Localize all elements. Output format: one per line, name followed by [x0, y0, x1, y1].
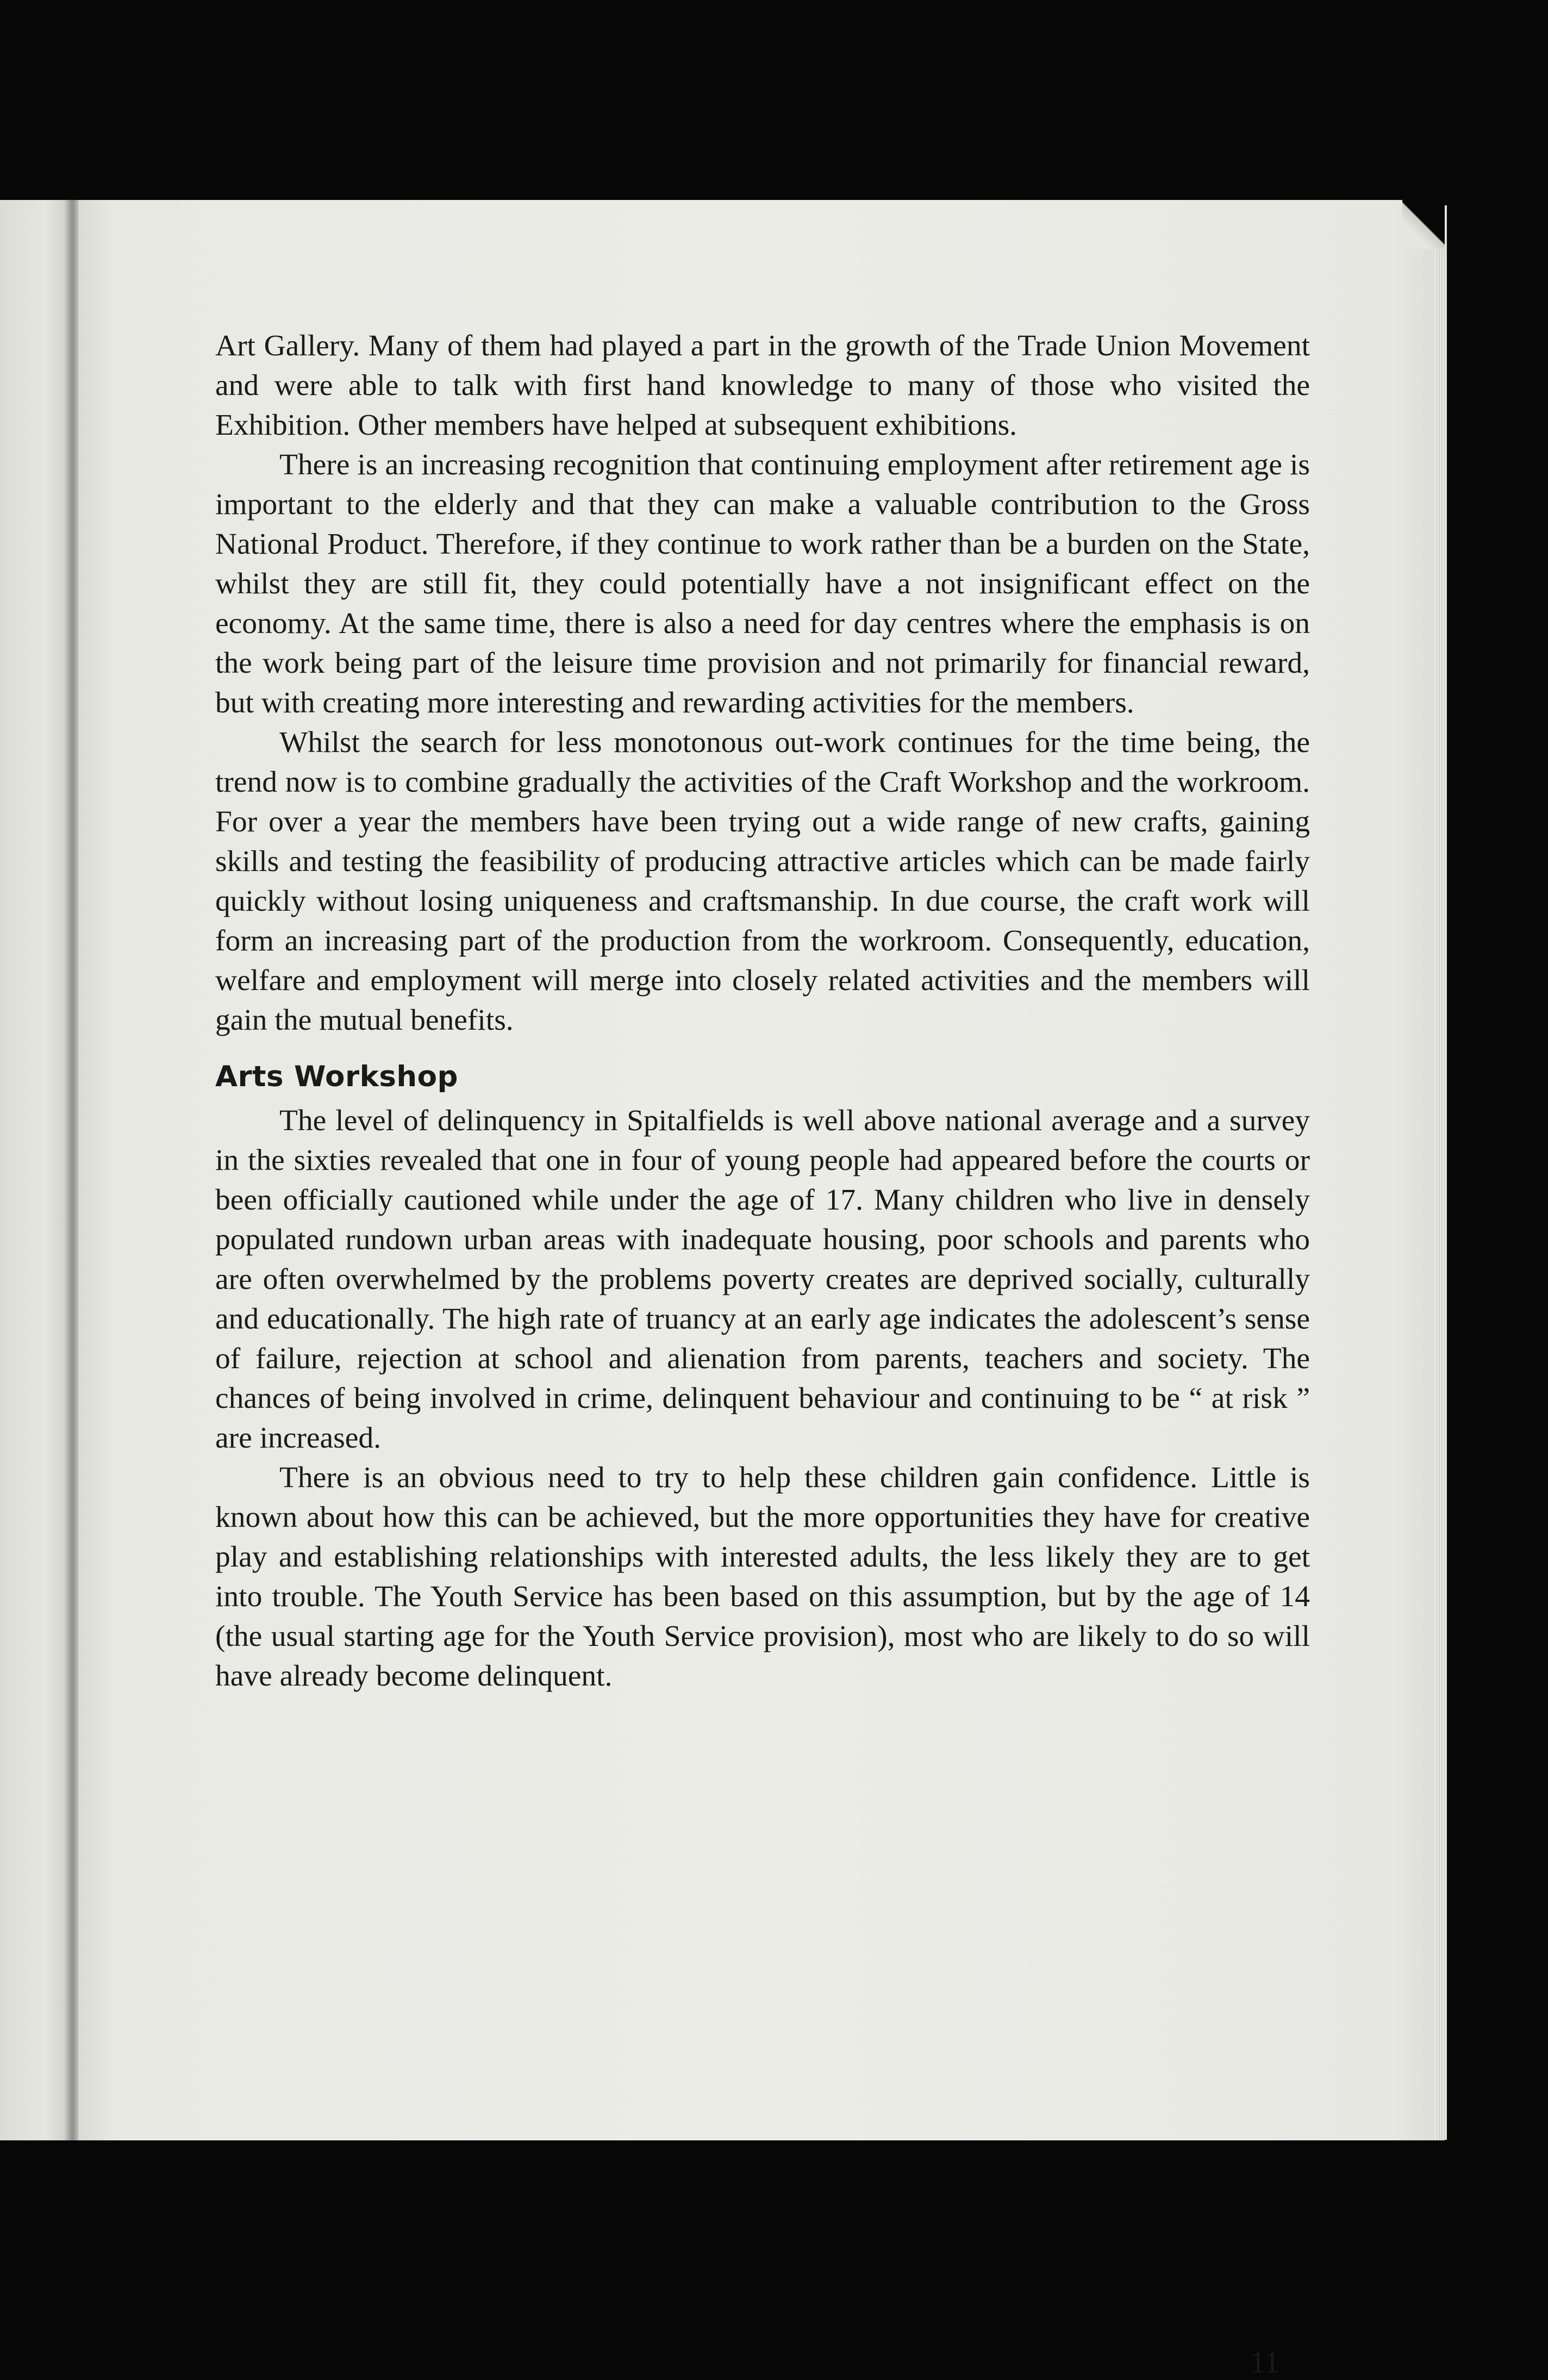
section-heading: Arts Workshop: [215, 1060, 458, 1093]
page-edges: [1435, 205, 1447, 2140]
page-corner: [1402, 200, 1445, 249]
book-gutter: [64, 200, 78, 2140]
paragraph-employment: There is an increasing recognition that continuing employment after retirement age is important to the elderly and that they can make a valuable contribution to the Gross National Product. Therefore, if they continue to work rather than be a burden on the State, whilst they are still fit, they could potentially have a not insignificant effect on the economy. At the same time, there is also a need for day centres where the emphasis is on the work being part of the leisure time provision and not primarily for financial reward, but with creating more interesting and rewarding activities for the members.: [215, 448, 1310, 719]
paragraph-delinquency: The level of delinquency in Spitalfields is well above national average and a survey in the sixties revealed that one in four of young people had appeared before the courts or been officially cautioned while under the age of 17. Many children who live in densely populated rundown urban areas with inadequate housing, poor schools and parents who are often overwhelmed by the problems poverty creates are deprived socially, culturally and educationally. The high rate of truancy at an early age indicates the adolescent’s sense of failure, rejection at school and alienation from parents, teachers and society. The chances of being involved in crime, delinquent behaviour and continuing to be “ at risk ” are increased.: [215, 1104, 1310, 1455]
page-text: [215, 326, 1310, 1696]
paragraph-craft-workshop: Whilst the search for less monotonous out-work continues for the time being, the trend now is to combine gradually the activities of the Craft Workshop and the workroom. For over a year the members have been trying out a wide range of new crafts, gaining skills and testing the feasibility of producing attractive articles which can be made fairly quickly without losing uniqueness and craftsmanship. In due course, the craft work will form an increasing part of the production from the workroom. Consequently, education, welfare and employment will merge into closely related activities and the members will gain the mutual benefits.: [215, 726, 1310, 1037]
paragraph-art-gallery: Art Gallery. Many of them had played a part in the growth of the Trade Union Movement and were able to talk with first hand knowledge to many of those who visited the Exhibition. Other members have helped at subsequent exhibitions.: [215, 329, 1310, 442]
page-number: 11: [1250, 2346, 1279, 2379]
paragraph-confidence: There is an obvious need to try to help these children gain confidence. Little is known about how this can be achieved, but the more opportunities they have for creative play and establishing relationships with interested adults, the less likely they are to get into trouble. The Youth Service has been based on this assumption, but by the age of 14 (the usual starting age for the Youth Service provision), most who are likely to do so will have already become delinquent.: [215, 1461, 1310, 1693]
